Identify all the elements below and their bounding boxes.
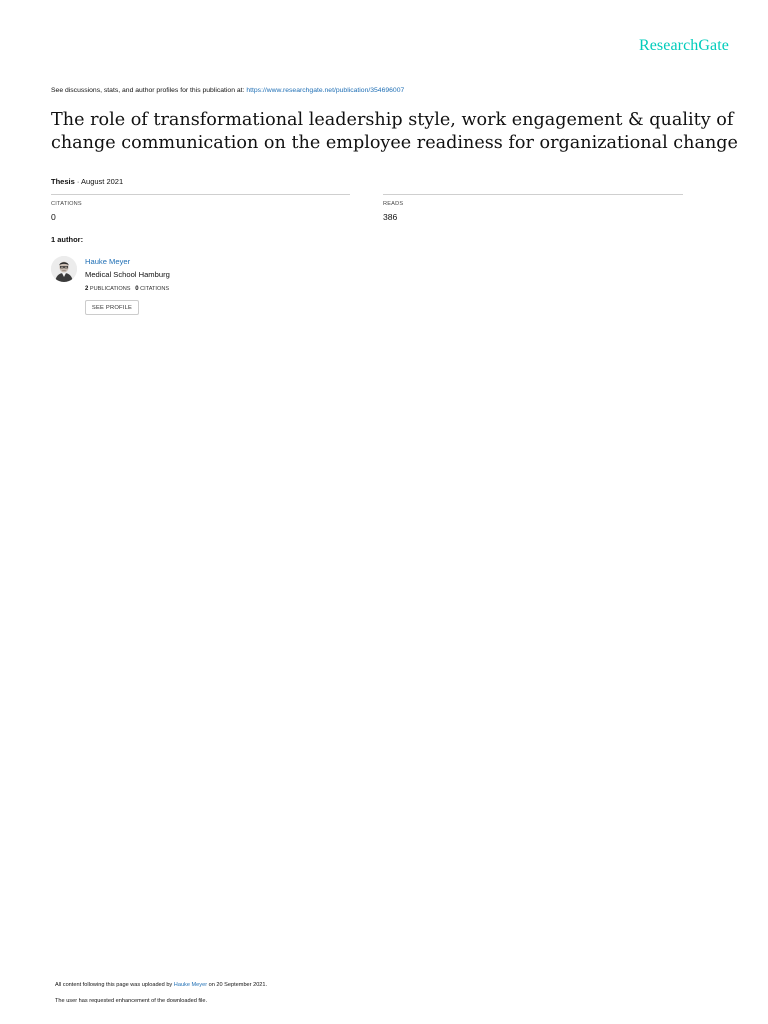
upload-suffix: on 20 September 2021. xyxy=(207,982,268,988)
reads-label: READS xyxy=(383,201,404,207)
author-institution: Medical School Hamburg xyxy=(85,270,170,279)
author-avatar-image xyxy=(51,256,77,282)
uploader-link[interactable]: Hauke Meyer xyxy=(173,982,208,988)
author-citations-label: CITATIONS xyxy=(140,286,170,292)
upload-notice xyxy=(55,982,267,988)
citations-divider xyxy=(51,194,350,195)
author-publications-count: 2 xyxy=(85,286,89,292)
see-profile-button[interactable]: SEE PROFILE xyxy=(85,300,139,315)
upload-prefix: All content following this page was uploaded by xyxy=(55,982,174,988)
publication-title xyxy=(51,109,738,155)
author-citations-count: 0 xyxy=(135,286,139,292)
authors-heading: 1 author: xyxy=(51,235,84,244)
enhancement-note: The user has requested enhancement of the downloaded file. xyxy=(55,998,208,1004)
author-stats xyxy=(85,286,169,292)
title-line-1: The role of transformational leadership style, work engagement & quality of xyxy=(51,110,734,130)
publication-meta xyxy=(51,177,123,186)
citations-value: 0 xyxy=(51,212,56,222)
citations-label: CITATIONS xyxy=(51,201,82,207)
publication-date: · August 2021 xyxy=(74,177,124,186)
publication-type: Thesis xyxy=(51,177,75,186)
discussion-notice xyxy=(51,87,404,94)
author-avatar[interactable] xyxy=(51,256,77,282)
researchgate-logo: ResearchGate xyxy=(638,37,729,54)
discussion-prefix: See discussions, stats, and author profiles for this publication at: xyxy=(51,87,247,94)
author-name-link[interactable]: Hauke Meyer xyxy=(85,257,131,266)
author-publications-label: PUBLICATIONS xyxy=(89,286,131,292)
reads-divider xyxy=(383,194,683,195)
publication-link[interactable]: https://www.researchgate.net/publication/354696007 xyxy=(246,87,405,94)
reads-value: 386 xyxy=(383,212,398,222)
title-line-2: change communication on the employee readiness for organizational change xyxy=(51,133,738,153)
